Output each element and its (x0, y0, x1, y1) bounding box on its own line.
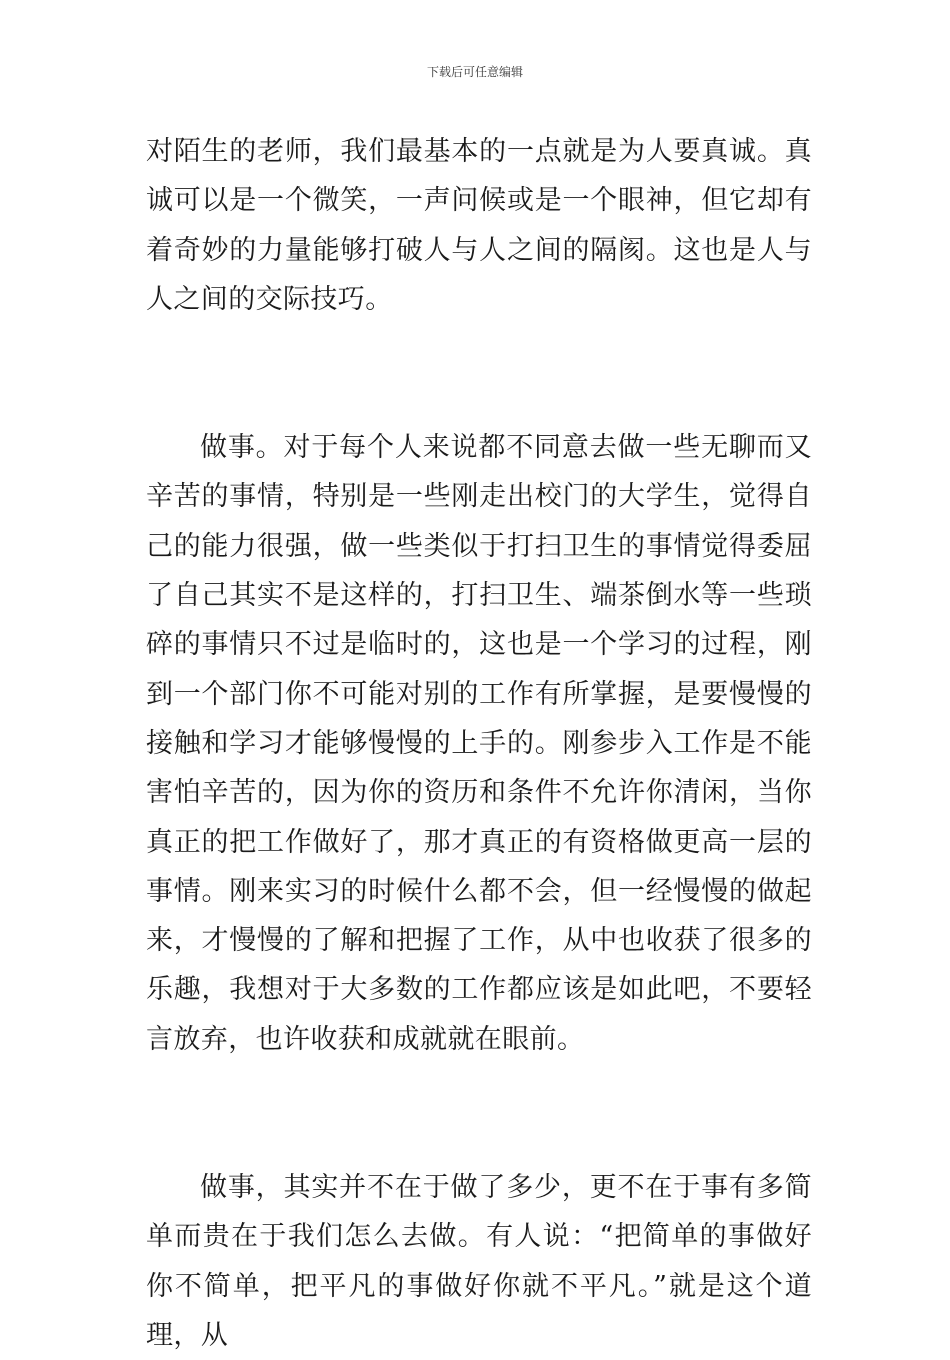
document-body (146, 127, 812, 1360)
paragraph-how-to-work: 做事，其实并不在于做了多少，更不在于事有多简单而贵在于我们怎么去做。有人说：“把简单的事做好你不简单，把平凡的事做好你就不平凡。”就是这个道理，从 (146, 1172, 812, 1351)
paragraph-spacer (146, 324, 812, 423)
paragraph-spacer (146, 1064, 812, 1163)
page-header-note: 下载后可任意编辑 (426, 65, 523, 79)
paragraph-doing-work: 做事。对于每个人来说都不同意去做一些无聊而又辛苦的事情，特别是一些刚走出校门的大学生，觉得自己的能力很强，做一些类似于打扫卫生的事情觉得委屈了自己其实不是这样的，打扫卫生、端茶倒水等一些琐碎的事情只不过是临时的，这也是一个学习的过程，刚到一个部门你不可能对别的工作有所掌握，是要慢慢的接触和学习才能够慢慢的上手的。刚参步入工作是不能害怕辛苦的，因为你的资历和条件不允许你清闲，当你真正的把工作做好了，那才真正的有资格做更高一层的事情。刚来实习的时候什么都不会，但一经慢慢的做起来，才慢慢的了解和把握了工作，从中也收获了很多的乐趣，我想对于大多数的工作都应该是如此吧，不要轻言放弃，也许收获和成就就在眼前。 (146, 432, 812, 1055)
paragraph-sincerity: 对陌生的老师，我们最基本的一点就是为人要真诚。真诚可以是一个微笑，一声问候或是一个眼神，但它却有着奇妙的力量能够打破人与人之间的隔阂。这也是人与人之间的交际技巧。 (146, 136, 812, 315)
